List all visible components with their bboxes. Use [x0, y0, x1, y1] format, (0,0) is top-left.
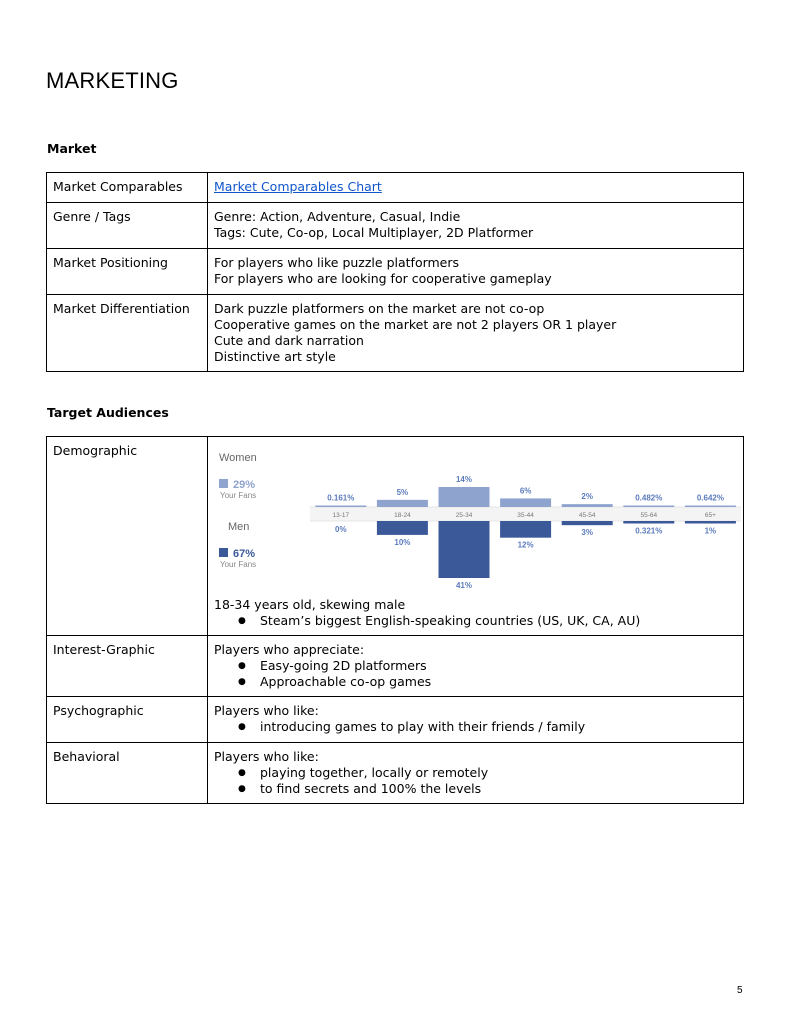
tick-label: 18-24	[394, 512, 411, 519]
women-data-label: 6%	[519, 486, 532, 496]
legend-men-sub: Your Fans	[220, 560, 257, 569]
men-data-label: 10%	[394, 537, 411, 547]
list-item: ● Easy-going 2D platformers	[260, 658, 737, 674]
men-bar	[685, 521, 736, 524]
tick-label: 55-64	[640, 512, 658, 519]
men-bar	[562, 521, 613, 525]
women-bar	[377, 500, 428, 507]
row-label: Market Positioning	[47, 249, 208, 295]
list-item: ● introducing games to play with their friends / family	[260, 719, 737, 735]
differentiation-line: Distinctive art style	[214, 349, 336, 364]
differentiation-line: Dark puzzle platformers on the market are not co-op	[214, 301, 545, 316]
men-bar	[377, 521, 428, 535]
page-number: 5	[737, 985, 743, 996]
table-row	[47, 697, 744, 743]
target-audiences-heading: Target Audiences	[47, 405, 169, 420]
men-data-label: 12%	[517, 540, 534, 550]
row-label: Genre / Tags	[47, 203, 208, 249]
row-content	[208, 249, 744, 295]
row-label: Psychographic	[47, 697, 208, 743]
tags-line: Tags: Cute, Co-op, Local Multiplayer, 2D Platformer	[214, 225, 534, 240]
list-item: ● playing together, locally or remotely	[260, 765, 737, 781]
table-row	[47, 437, 744, 636]
row-label: Behavioral	[47, 743, 208, 804]
tick-label: 13-17	[332, 512, 350, 519]
table-row	[47, 636, 744, 697]
positioning-line: For players who are looking for cooperative gameplay	[214, 271, 552, 286]
tick-label: 45-54	[578, 512, 596, 519]
tick-label: 25-34	[455, 512, 473, 519]
table-row	[47, 743, 744, 804]
women-bar	[315, 506, 366, 508]
women-data-label: 0.161%	[327, 493, 355, 503]
men-data-label: 1%	[704, 526, 717, 536]
interest-bullets	[214, 658, 737, 690]
demographic-bullets	[214, 613, 737, 629]
table-row	[47, 203, 744, 249]
row-label: Market Comparables	[47, 173, 208, 203]
women-data-label: 0.642%	[696, 493, 724, 503]
men-data-label: 41%	[455, 581, 473, 590]
demographic-chart	[214, 441, 742, 593]
differentiation-line: Cooperative games on the market are not 2 players OR 1 player	[214, 317, 617, 332]
behavioral-intro: Players who like:	[214, 749, 319, 764]
women-data-label: 2%	[581, 492, 593, 502]
behavioral-bullets	[214, 765, 737, 797]
legend-women-label: Women	[219, 452, 257, 464]
page-title: MARKETING	[46, 68, 179, 93]
list-item: ● to find secrets and 100% the levels	[260, 781, 737, 797]
men-bar	[623, 521, 674, 524]
positioning-line: For players who like puzzle platformers	[214, 255, 460, 270]
legend-women-share: 29%	[233, 479, 256, 491]
women-data-label: 0.482%	[635, 493, 663, 503]
women-data-label: 14%	[455, 475, 473, 484]
legend-women-sub: Your Fans	[220, 491, 257, 500]
row-content	[208, 636, 744, 697]
table-row	[47, 295, 744, 372]
psychographic-intro: Players who like:	[214, 703, 319, 718]
men-bar	[500, 521, 551, 538]
tick-label: 35-44	[517, 512, 534, 519]
list-item: ● Approachable co-op games	[260, 674, 737, 690]
target-audiences-table	[46, 436, 744, 804]
list-item: ● Steam’s biggest English-speaking countries (US, UK, CA, AU)	[260, 613, 737, 629]
women-bar	[623, 506, 674, 508]
row-content	[208, 437, 744, 636]
women-bar	[685, 506, 736, 508]
tick-label: 65+	[704, 512, 716, 519]
women-bar	[562, 504, 613, 507]
genre-line: Genre: Action, Adventure, Casual, Indie	[214, 209, 461, 224]
row-content	[208, 173, 744, 203]
age-gender-chart	[214, 441, 742, 593]
men-data-label: 3%	[581, 528, 593, 538]
differentiation-line: Cute and dark narration	[214, 333, 364, 348]
row-content	[208, 203, 744, 249]
row-label: Interest-Graphic	[47, 636, 208, 697]
market-comparables-link[interactable]: Market Comparables Chart	[214, 179, 382, 194]
demographic-summary: 18-34 years old, skewing male	[214, 597, 406, 612]
interest-intro: Players who appreciate:	[214, 642, 365, 657]
row-content	[208, 743, 744, 804]
market-table	[46, 172, 744, 372]
legend-women-swatch	[219, 479, 228, 488]
women-bar	[439, 487, 490, 507]
market-heading: Market	[47, 141, 97, 156]
men-data-label: 0%	[335, 525, 347, 534]
women-data-label: 5%	[396, 487, 409, 497]
row-label: Demographic	[47, 437, 208, 636]
table-row	[47, 173, 744, 203]
women-bar	[500, 498, 551, 507]
legend-men-swatch	[219, 548, 228, 557]
men-bar	[439, 521, 490, 578]
row-label: Market Differentiation	[47, 295, 208, 372]
table-row	[47, 249, 744, 295]
psychographic-bullets	[214, 719, 737, 735]
men-data-label: 0.321%	[635, 526, 663, 536]
row-content	[208, 697, 744, 743]
row-content	[208, 295, 744, 372]
legend-men-share: 67%	[233, 548, 256, 560]
legend-men-label: Men	[228, 521, 250, 533]
